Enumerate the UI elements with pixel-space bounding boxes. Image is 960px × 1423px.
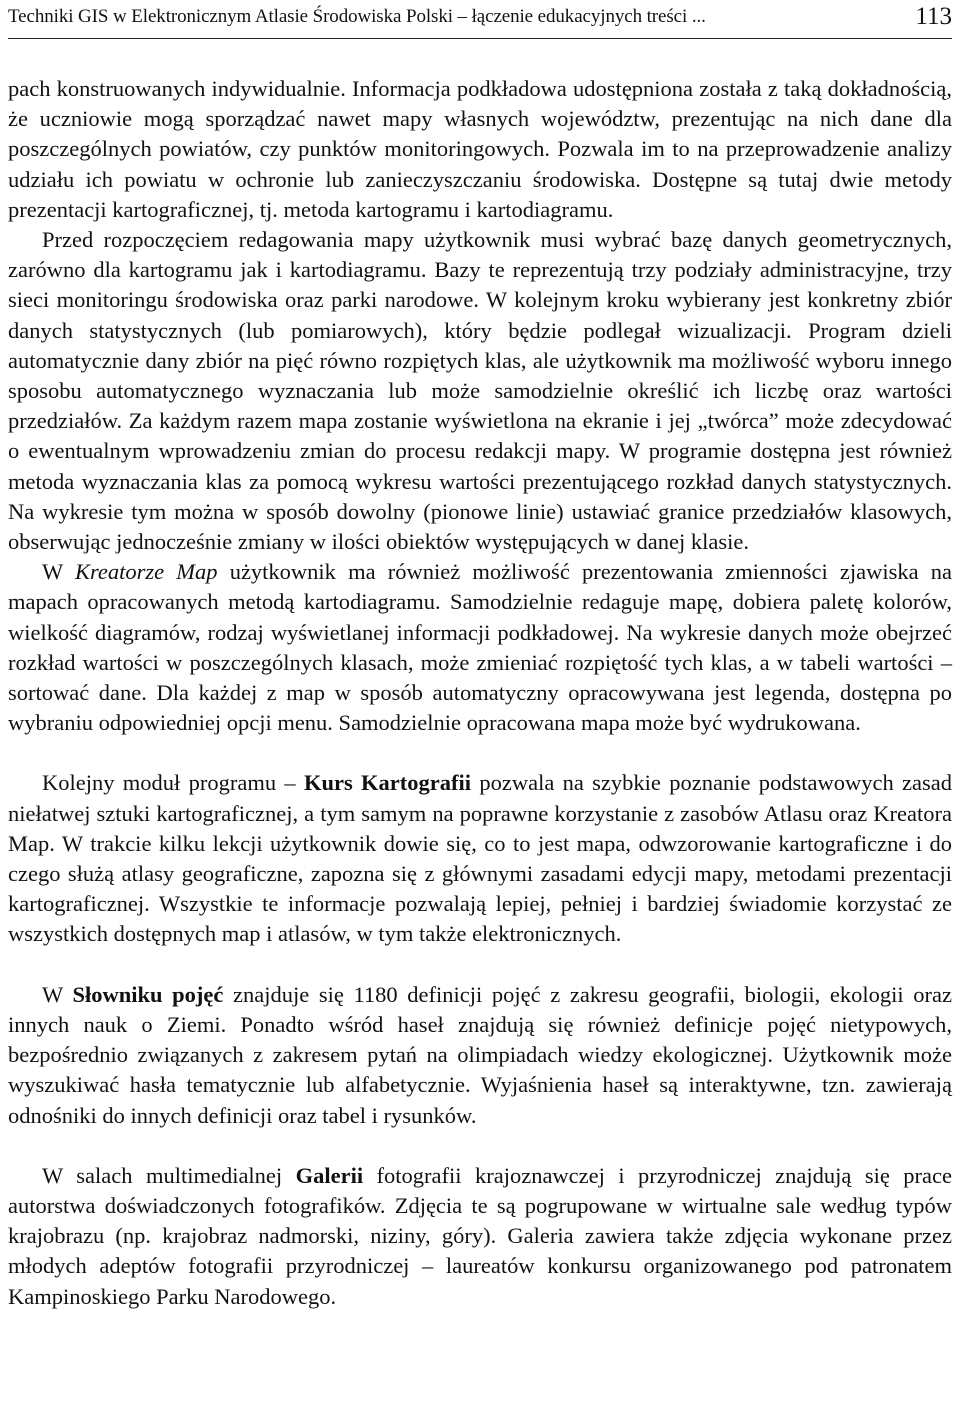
paragraph-lead: Kolejny moduł programu – (42, 770, 304, 796)
term-galeria: Galerii (295, 1162, 364, 1188)
paragraph-lead: W (42, 559, 75, 585)
paragraph-kurs-kartografii (8, 768, 952, 949)
paragraph-text: znajduje się 1180 definicji pojęć z zakresu geografii, biologii, ekologii oraz innych nauk o Ziemi. Ponadto wśród haseł znajdują się również definicje pojęć nietypowych, bezpośrednio związanych z zakresem pytań na olimpiadach wiedzy ekologicznej. Użytkownik może wyszukiwać hasła tematycznie lub alfabetycznie. Wyjaśnienia haseł są interaktywne, tzn. zawierają odnośniki do innych definicji oraz tabel i rysunków. (8, 981, 952, 1128)
paragraph-text: Przed rozpoczęciem redagowania mapy użytkownik musi wybrać bazę danych geometrycznych, zarówno dla kartogramu jak i kartodiagramu. Bazy te reprezentują trzy podziały administracyjne, trzy sieci monitoringu środowiska oraz parki narodowe. W kolejnym kroku wybierany jest konkretny zbiór danych statystycznych (lub pomiarowych), który będzie podlegał wizualizacji. Program dzieli automatycznie dany zbiór na pięć równo rozpiętych klas, ale użytkownik ma możliwość wyboru innego sposobu automatycznego wyznaczania lub może samodzielnie określić ich liczbę oraz wartości przedziałów. Za każdym razem mapa zostanie wyświetlona na ekranie i jej „twórca” może zdecydować o ewentualnym wprowadzeniu zmian do procesu redakcji mapy. W programie dostępna jest również metoda wyznaczania klas za pomocą wykresu wartości prezentującego rozkład danych statystycznych. Na wykresie tym można w sposób dowolny (pionowe linie) ustawiać granice przedziałów klasowych, obserwując jednocześnie zmiany w ilości obiektów występujących w danej klasie. (8, 227, 952, 555)
page-number: 113 (915, 3, 952, 30)
running-header (8, 0, 952, 39)
paragraph-text: pach konstruowanych indywidualnie. Informacja podkładowa udostępniona została z taką dokładnością, że uczniowie mogą sporządzać nawet mapy własnych województw, prezentując na nich dane dla poszczególnych powiatów, czy punktów monitoringowych. Pozwala im to na przeprowadzenie analizy udziału ich powiatu w ochronie lub zanieczyszczaniu środowiska. Dostępne są tutaj dwie metody prezentacji kartograficznej, tj. metoda kartogramu i kartodiagramu. (8, 76, 952, 222)
term-slownik-pojec: Słowniku pojęć (72, 981, 224, 1007)
paragraph-galeria (8, 1161, 952, 1312)
term-kurs-kartografii: Kurs Kartografii (303, 770, 472, 796)
paragraph-class-selection (8, 225, 952, 557)
paragraph-slownik-pojec (8, 980, 952, 1131)
term-kreator-map: Kreatorze Map (74, 559, 218, 585)
paragraph-continuation (8, 74, 952, 225)
paragraph-text: użytkownik ma również możliwość prezentowania zmienności zjawiska na mapach opracowanych metodą kartodiagramu. Samodzielnie redaguje mapę, dobiera paletę kolorów, wielkość diagramów, rodzaj wyświetlanej informacji podkładowej. Na wykresie danych może obejrzeć rozkład wartości w poszczególnych klasach, może zmieniać rozpiętość tych klas, a w tabeli wartości – sortować dane. Dla każdej z map w sposób automatyczny opracowywana jest legenda, dostępna po wybraniu odpowiedniej opcji menu. Samodzielnie opracowana mapa może być wydrukowana. (8, 559, 952, 736)
paragraph-lead: W salach multimedialnej (42, 1162, 296, 1188)
paragraph-text: pozwala na szybkie poznanie podstawowych zasad niełatwej sztuki kartograficznej, a tym samym na poprawne korzystanie z zasobów Atlasu oraz Kreatora Map. W trakcie kilku lekcji użytkownik dowie się, co to jest mapa, odwzorowanie kartograficzne i do czego służą atlasy geograficzne, zapozna się z głównymi zasadami edycji mapy, metodami prezentacji kartograficznej. Wszystkie te informacje pozwalają lepiej, pełniej i bardziej świadomie korzystać ze wszystkich dostępnych map i atlasów, w tym także elektronicznych. (8, 770, 952, 947)
paragraph-kreator-map (8, 557, 952, 738)
paragraph-text: fotografii krajoznawczej i przyrodniczej znajdują się prace autorstwa doświadczonych fotografików. Zdjęcia te są pogrupowane w wirtualne sale według typów krajobrazu (np. krajobraz nadmorski, niziny, góry). Galeria zawiera także zdjęcia wykonane przez młodych adeptów fotografii przyrodniczej – laureatów konkursu organizowanego pod patronatem Kampinoskiego Parku Narodowego. (8, 1162, 952, 1309)
page-body (8, 74, 952, 1312)
running-title: Techniki GIS w Elektronicznym Atlasie Środowiska Polski – łączenie edukacyjnych treści ... (8, 6, 706, 27)
paragraph-lead: W (42, 981, 73, 1007)
